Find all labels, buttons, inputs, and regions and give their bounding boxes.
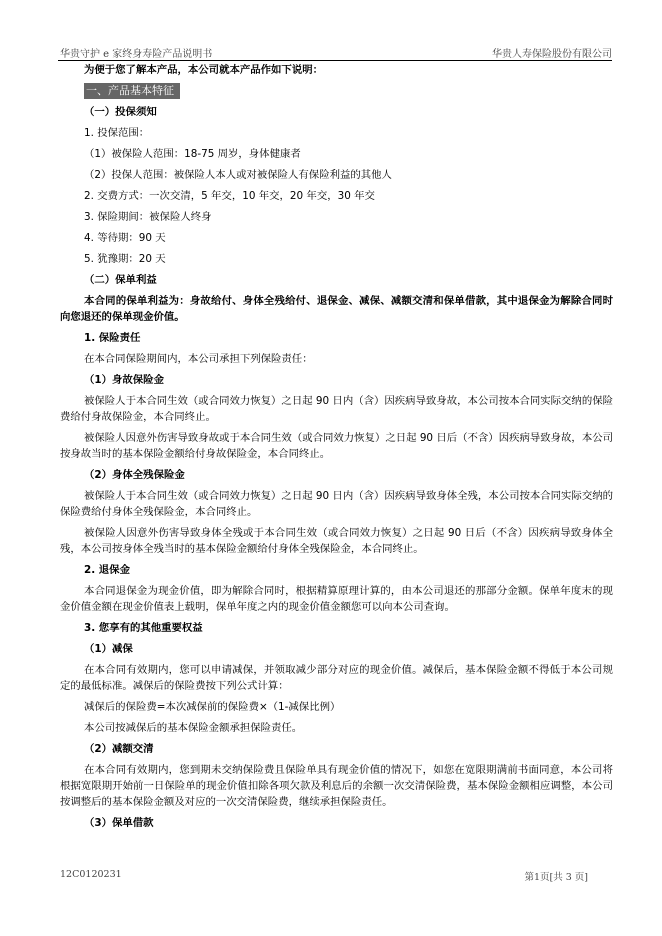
clause-heading: （1）减保 (84, 643, 133, 655)
benefits-summary: 本合同的保单利益为：身故给付、身体全残给付、退保金、减保、减额交清和保单借款，其中退保金为解除合同时向您退还的保单现金价值。 (60, 295, 613, 323)
paragraph: 被保险人于本合同生效（或合同效力恢复）之日起 90 日内（含）因疾病导致身体全残，本公司按本合同实际交纳的保险费给付身体全残保险金，本合同终止。 (60, 490, 613, 518)
intro-text: 为便于您了解本产品，本公司就本产品作如下说明： (84, 64, 323, 76)
paragraph: 在本合同有效期内，您可以申请减保，并领取减少部分对应的现金价值。减保后，基本保险金额不得低于本公司规定的最低标准。减保后的保险费按下列公式计算： (60, 664, 613, 692)
paragraph: 被保险人因意外伤害导致身故或于本合同生效（或合同效力恢复）之日起 90 日后（不含）因疾病导致身故，本公司按身故当时的基本保险金额给付身故保险金，本合同终止。 (60, 432, 613, 460)
page-number: 第1页[共 3 页] (524, 872, 588, 883)
section-heading: 一、产品基本特征 (84, 83, 180, 99)
paragraph: 被保险人因意外伤害导致身体全残或于本合同生效（或合同效力恢复）之日起 90 日后（不含）因疾病导致身体全残，本公司按身体全残当时的基本保险金额给付身体全残保险金，本合同终止。 (60, 527, 613, 555)
subsection-heading: （二）保单利益 (84, 274, 157, 286)
list-item: （2）投保人范围：被保险人本人或对被保险人有保险利益的其他人 (84, 169, 392, 181)
clause-heading: 2. 退保金 (84, 564, 130, 576)
list-item: 1. 投保范围： (84, 127, 150, 139)
clause-heading: 3. 您享有的其他重要权益 (84, 622, 203, 634)
header-company-name: 华贵人寿保险股份有限公司 (492, 49, 612, 60)
paragraph: 本公司按减保后的基本保险金额承担保险责任。 (84, 722, 303, 734)
clause-heading: 1. 保险责任 (84, 332, 141, 344)
formula: 减保后的保险费=本次减保前的保险费×（1-减保比例） (84, 701, 341, 713)
header-product-name: 华贵守护 e 家终身寿险产品说明书 (60, 49, 213, 60)
paragraph: 被保险人于本合同生效（或合同效力恢复）之日起 90 日内（含）因疾病导致身故，本公司按本合同实际交纳的保险费给付身故保险金，本合同终止。 (60, 395, 613, 423)
document-code: 12C0120231 (60, 869, 122, 880)
list-item: 5. 犹豫期：20 天 (84, 253, 166, 265)
document-body (60, 62, 613, 836)
list-item: 4. 等待期：90 天 (84, 232, 166, 244)
list-item: （1）被保险人范围：18-75 周岁，身体健康者 (84, 148, 301, 160)
paragraph: 本合同退保金为现金价值，即为解除合同时，根据精算原理计算的，由本公司退还的那部分金额。保单年度末的现金价值金额在现金价值表上载明，保单年度之内的现金价值金额您可以向本公司查询。 (60, 585, 613, 613)
paragraph: 在本合同有效期内，您到期未交纳保险费且保险单具有现金价值的情况下，如您在宽限期满前书面同意，本公司将根据宽限期开始前一日保险单的现金价值扣除各项欠款及利息后的余额一次交清保险费，基本保险金额相应调整，本公司按调整后的基本保险金额及对应的一次交清保险费，继续承担保险责任。 (60, 764, 613, 808)
clause-heading: （2）减额交清 (84, 743, 154, 755)
clause-heading: （3）保单借款 (84, 817, 154, 829)
clause-heading: （2）身体全残保险金 (84, 469, 185, 481)
page-header (58, 42, 612, 61)
clause-heading: （1）身故保险金 (84, 374, 164, 386)
list-item: 3. 保险期间：被保险人终身 (84, 211, 212, 223)
subsection-heading: （一）投保须知 (84, 106, 157, 118)
paragraph: 在本合同保险期间内，本公司承担下列保险责任： (84, 353, 313, 365)
list-item: 2. 交费方式：一次交清，5 年交，10 年交，20 年交，30 年交 (84, 190, 375, 202)
